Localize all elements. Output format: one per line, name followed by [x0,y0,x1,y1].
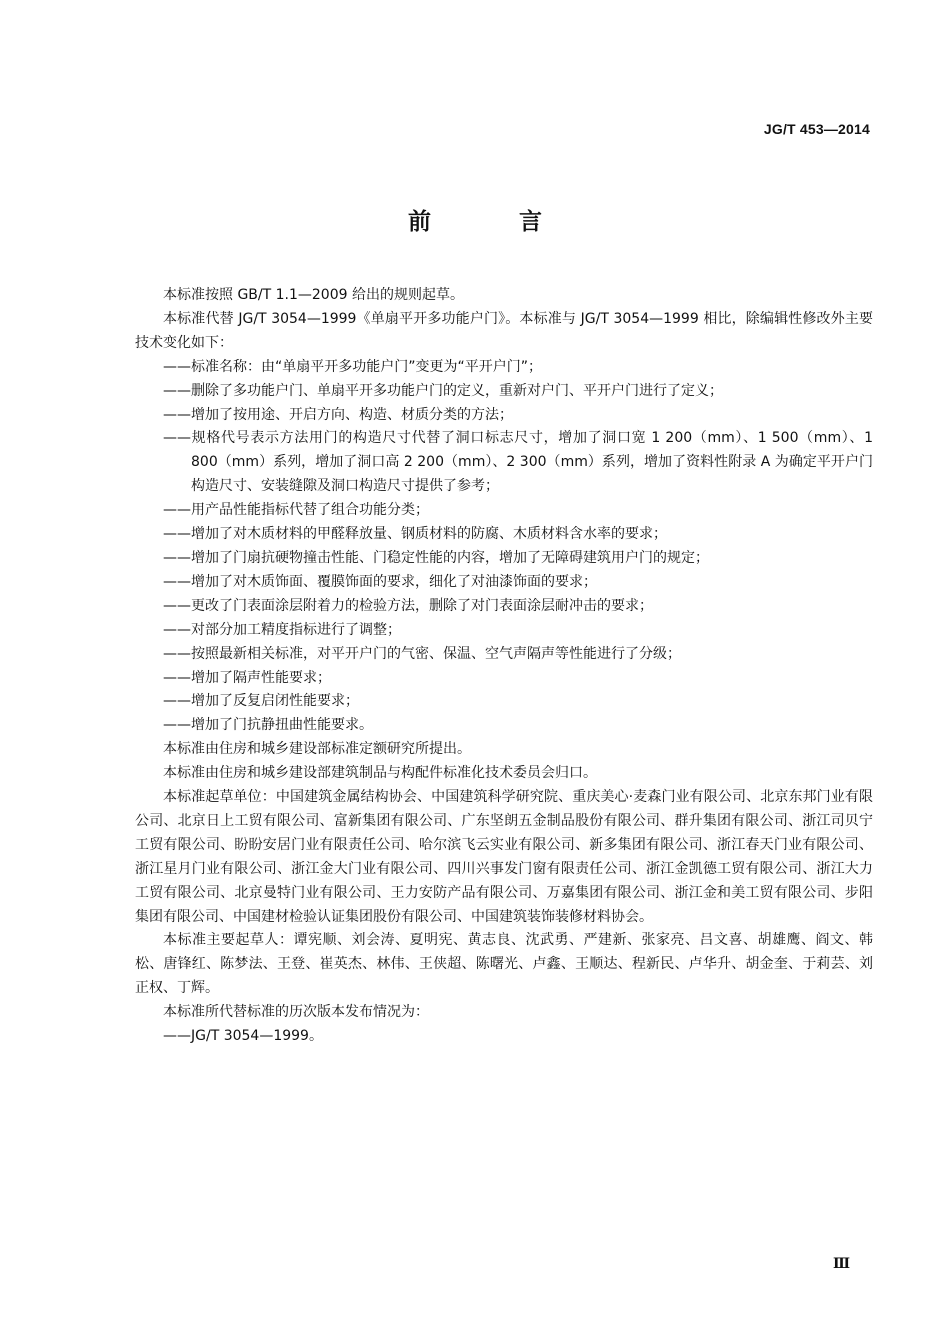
administrator-paragraph: 本标准由住房和城乡建设部建筑制品与构配件标准化技术委员会归口。 [163,765,597,782]
list-item: ——更改了门表面涂层附着力的检验方法，删除了对门表面涂层耐冲击的要求； [163,597,653,614]
list-item: ——增加了隔声性能要求； [163,669,331,686]
list-item: ——增加了门抗静扭曲性能要求。 [163,717,373,734]
standard-code: JG/T 453—2014 [763,121,870,137]
proposer-paragraph: 本标准由住房和城乡建设部标准定额研究所提出。 [163,741,471,758]
drafting-rule-paragraph: 本标准按照 GB/T 1.1—2009 给出的规则起草。 [163,287,464,303]
history-intro-paragraph: 本标准所代替标准的历次版本发布情况为： [163,1004,429,1021]
list-item: ——对部分加工精度指标进行了调整； [163,621,401,638]
list-item: ——增加了反复启闭性能要求； [163,693,359,710]
technical-changes-list [135,356,873,739]
list-item: ——删除了多功能户门、单扇平开多功能户门的定义，重新对户门、平开户门进行了定义； [163,382,723,399]
list-item: ——规格代号表示方法用门的构造尺寸代替了洞口标志尺寸，增加了洞口宽 1 200（mm）、1 500（mm）、1 800（mm）系列，增加了洞口高 2 200（mm）、2 300（mm）系列，增加了资料性附录 A 为确定平开户门构造尺寸、安装缝隙及洞口构造尺寸提供了参考； [163,430,873,495]
list-item: ——增加了门扇抗硬物撞击性能、门稳定性能的内容，增加了无障碍建筑用户门的规定； [163,549,709,566]
list-item: ——JG/T 3054—1999。 [163,1028,323,1045]
replacement-paragraph: 本标准代替 JG/T 3054—1999《单扇平开多功能户门》。本标准与 JG/T 3054—1999 相比，除编辑性修改外主要技术变化如下： [135,310,873,351]
list-item: ——用产品性能指标代替了组合功能分类； [163,502,429,519]
history-list [135,1025,873,1049]
drafting-units-paragraph: 本标准起草单位：中国建筑金属结构协会、中国建筑科学研究院、重庆美心·麦森门业有限公司、北京东邦门业有限公司、北京日上工贸有限公司、富新集团有限公司、广东坚朗五金制品股份有限公司、群升集团有限公司、浙江司贝宁工贸有限公司、盼盼安居门业有限责任公司、哈尔滨飞云实业有限公司、新多集团有限公司、浙江春天门业有限公司、浙江星月门业有限公司、浙江金大门业有限公司、四川兴事发门窗有限责任公司、浙江金凯德工贸有限公司、浙江大力工贸有限公司、北京曼特门业有限公司、王力安防产品有限公司、万嘉集团有限公司、浙江金和美工贸有限公司、步阳集团有限公司、中国建材检验认证集团股份有限公司、中国建筑装饰装修材料协会。 [135,789,873,925]
foreword-body [135,284,873,1049]
list-item: ——标准名称：由“单扇平开多功能户门”变更为“平开户门”； [163,358,543,375]
list-item: ——增加了对木质饰面、覆膜饰面的要求，细化了对油漆饰面的要求； [163,573,597,590]
drafters-paragraph: 本标准主要起草人：谭宪顺、刘会涛、夏明宪、黄志良、沈武勇、严建新、张家亮、吕文喜、胡雄鹰、阎文、韩松、唐锋红、陈梦法、王登、崔英杰、林伟、王侠超、陈曙光、卢鑫、王顺达、程新民、卢华升、胡金奎、于莉芸、刘正权、丁辉。 [135,932,873,997]
page-title: 前 言 [407,209,582,235]
list-item: ——增加了对木质材料的甲醛释放量、钢质材料的防腐、木质材料含水率的要求； [163,526,667,543]
list-item: ——按照最新相关标准，对平开户门的气密、保温、空气声隔声等性能进行了分级； [163,645,681,662]
list-item: ——增加了按用途、开启方向、构造、材质分类的方法； [163,406,513,423]
page-number: Ⅲ [832,1257,850,1272]
